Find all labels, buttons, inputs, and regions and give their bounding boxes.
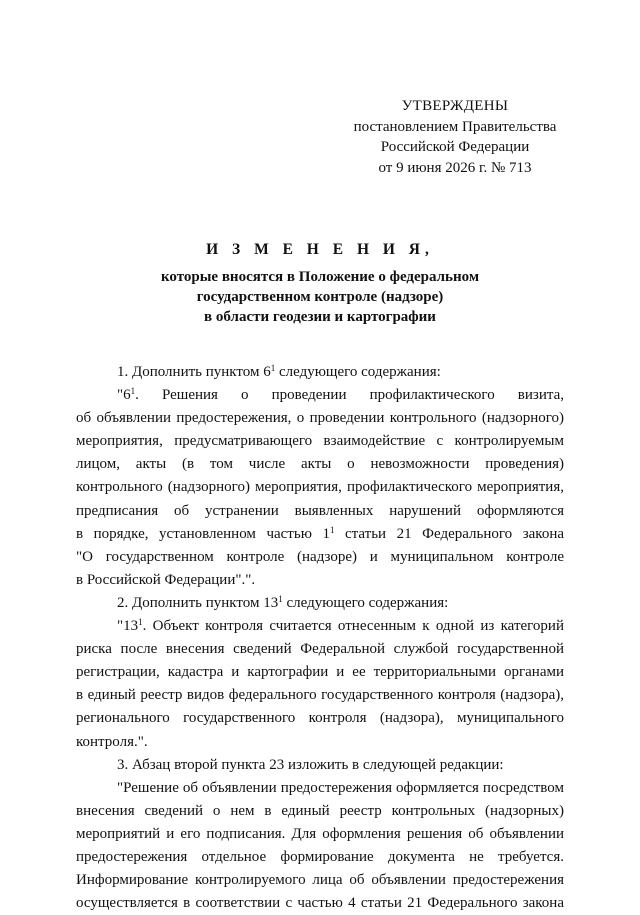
document-title: И З М Е Н Е Н И Я,: [206, 241, 434, 258]
document-subtitle: которые вносятся в Положение о федеральном: [160, 269, 480, 285]
quote-line: осуществляется в соответствии с частью 4 статьи 21 Федерального закона: [76, 895, 564, 912]
quote-line: внесения сведений о нем в единый реестр контрольных (надзорных): [76, 802, 564, 819]
text-run: "6: [117, 387, 131, 404]
quote-line: мероприятий и его подписания. Для оформления решения об объявлении: [76, 825, 564, 842]
text-run: "13: [117, 618, 139, 635]
approval-date: от 9 июня 2026 г. № 713: [378, 159, 532, 176]
quote-line: предостережения отдельное формирование документа не требуется.: [76, 848, 564, 865]
quote-line: [76, 615, 564, 638]
text-run: . Решения о проведении профилактического визита,: [135, 387, 564, 404]
quote-line: Информирование контролируемого лица об объявлении предостережения: [76, 872, 564, 889]
approved-label: УТВЕРЖДЕНЫ: [401, 98, 509, 114]
approval-stamp: [350, 96, 560, 178]
quote-line: [76, 523, 564, 546]
quote-line: в Российской Федерации".".: [76, 571, 256, 588]
approval-line: Российской Федерации: [380, 139, 530, 155]
superscript: 1: [130, 386, 136, 397]
text-run: 2. Дополнить пунктом 13: [117, 594, 279, 611]
title-block: [70, 240, 570, 327]
text-run: следующего содержания:: [275, 364, 441, 380]
quote-line: в единый реестр видов федерального государственного контроля (надзора),: [76, 687, 564, 704]
quote-line: об объявлении предостережения, о проведении контрольного (надзорного): [76, 410, 564, 427]
approval-line: постановлением Правительства: [353, 118, 557, 135]
quote-line: регионального государственного контроля (надзора), муниципального: [76, 710, 564, 727]
text-run: статьи 21 Федерального закона: [334, 525, 565, 542]
text-run: в порядке, установленном частью 1: [76, 525, 330, 542]
superscript: 1: [138, 617, 143, 628]
text-run: следующего содержания:: [282, 594, 449, 611]
document-body: [76, 361, 564, 915]
superscript: 1: [270, 363, 276, 373]
text-run: 1. Дополнить пунктом 6: [117, 364, 271, 380]
quote-line: предписания об устранении выявленных нарушений оформляются: [76, 502, 564, 519]
quote-line: "О государственном контроле (надзоре) и муниципальном контроле: [76, 548, 564, 565]
document-subtitle: государственном контроле (надзоре): [196, 289, 444, 305]
quote-line: лицом, акты (в том числе акты о невозможности проведения): [76, 456, 564, 473]
paragraph-item-3: 3. Абзац второй пункта 23 изложить в следующей редакции:: [117, 756, 504, 773]
text-run: . Объект контроля считается отнесенным к одной из категорий: [142, 618, 564, 635]
paragraph-item-2: [76, 592, 564, 615]
quote-line: регистрации, кадастра и картографии и ее территориальными органами: [76, 664, 564, 681]
superscript: 1: [278, 593, 283, 604]
quote-line: мероприятия, предусматривающего взаимодействие с контролируемым: [76, 433, 564, 450]
quote-line: контрольного (надзорного) мероприятия, профилактического мероприятия,: [76, 479, 564, 496]
superscript: 1: [329, 524, 335, 535]
document-subtitle: в области геодезии и картографии: [204, 309, 436, 325]
paragraph-item-1: [76, 361, 564, 384]
quote-line: риска после внесения сведений Федеральной службой государственной: [76, 641, 564, 658]
quote-line: [76, 384, 564, 407]
quote-line: "Решение об объявлении предостережения оформляется посредством: [117, 779, 564, 796]
quote-line: контроля.".: [76, 733, 148, 750]
